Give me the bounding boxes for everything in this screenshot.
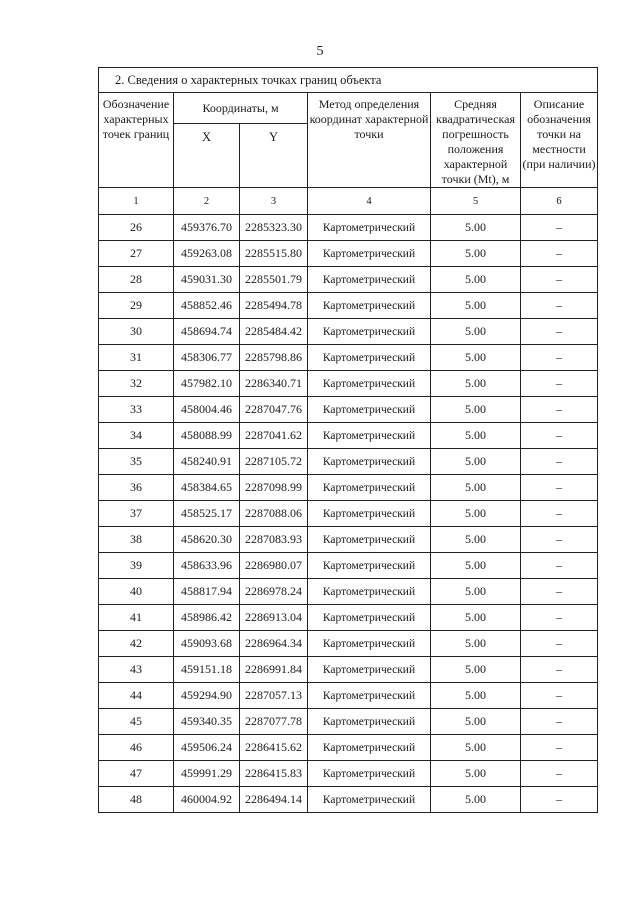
accuracy-cell: 5.00 — [431, 501, 521, 527]
method-cell: Картометрический — [308, 501, 431, 527]
point-number: 38 — [99, 527, 174, 553]
header-description: Описание обозначения точки на местности (при наличии) — [521, 93, 598, 188]
coord-x: 459340.35 — [174, 709, 240, 735]
table-row — [99, 345, 598, 371]
method-cell: Картометрический — [308, 683, 431, 709]
table-row — [99, 475, 598, 501]
table-row — [99, 423, 598, 449]
method-cell: Картометрический — [308, 605, 431, 631]
description-cell: – — [521, 761, 598, 787]
description-cell: – — [521, 423, 598, 449]
header-coordinates: Координаты, м — [174, 93, 308, 124]
table-row — [99, 657, 598, 683]
description-cell: – — [521, 527, 598, 553]
coord-y: 2287057.13 — [240, 683, 308, 709]
column-number: 3 — [240, 188, 308, 215]
method-cell: Картометрический — [308, 423, 431, 449]
method-cell: Картометрический — [308, 241, 431, 267]
coord-x: 458986.42 — [174, 605, 240, 631]
method-cell: Картометрический — [308, 215, 431, 241]
coord-y: 2285515.80 — [240, 241, 308, 267]
column-number: 4 — [308, 188, 431, 215]
description-cell: – — [521, 449, 598, 475]
accuracy-cell: 5.00 — [431, 709, 521, 735]
point-number: 26 — [99, 215, 174, 241]
accuracy-cell: 5.00 — [431, 423, 521, 449]
coord-x: 459093.68 — [174, 631, 240, 657]
coord-y: 2286340.71 — [240, 371, 308, 397]
coord-y: 2285494.78 — [240, 293, 308, 319]
method-cell: Картометрический — [308, 787, 431, 813]
coord-x: 460004.92 — [174, 787, 240, 813]
description-cell: – — [521, 345, 598, 371]
description-cell: – — [521, 241, 598, 267]
accuracy-cell: 5.00 — [431, 761, 521, 787]
table-row — [99, 709, 598, 735]
table-row — [99, 527, 598, 553]
point-number: 39 — [99, 553, 174, 579]
description-cell: – — [521, 501, 598, 527]
coord-y: 2286980.07 — [240, 553, 308, 579]
accuracy-cell: 5.00 — [431, 319, 521, 345]
coord-x: 458384.65 — [174, 475, 240, 501]
description-cell: – — [521, 475, 598, 501]
table-row — [99, 761, 598, 787]
coord-y: 2286913.04 — [240, 605, 308, 631]
point-number: 41 — [99, 605, 174, 631]
point-number: 45 — [99, 709, 174, 735]
description-cell: – — [521, 293, 598, 319]
point-number: 33 — [99, 397, 174, 423]
page-number: 5 — [316, 44, 324, 59]
section-title: 2. Сведения о характерных точках границ объекта — [99, 68, 598, 93]
point-number: 35 — [99, 449, 174, 475]
coord-x: 459991.29 — [174, 761, 240, 787]
description-cell: – — [521, 371, 598, 397]
method-cell: Картометрический — [308, 631, 431, 657]
accuracy-cell: 5.00 — [431, 475, 521, 501]
table-row — [99, 267, 598, 293]
accuracy-cell: 5.00 — [431, 527, 521, 553]
table-row — [99, 397, 598, 423]
accuracy-cell: 5.00 — [431, 657, 521, 683]
point-number: 46 — [99, 735, 174, 761]
table-row — [99, 241, 598, 267]
point-number: 29 — [99, 293, 174, 319]
accuracy-cell: 5.00 — [431, 631, 521, 657]
accuracy-cell: 5.00 — [431, 683, 521, 709]
accuracy-cell: 5.00 — [431, 267, 521, 293]
coord-y: 2287098.99 — [240, 475, 308, 501]
accuracy-cell: 5.00 — [431, 787, 521, 813]
method-cell: Картометрический — [308, 345, 431, 371]
table-row — [99, 501, 598, 527]
method-cell: Картометрический — [308, 397, 431, 423]
coord-x: 459031.30 — [174, 267, 240, 293]
coord-y: 2287041.62 — [240, 423, 308, 449]
header-method: Метод определения координат характерной точки — [308, 93, 431, 188]
table-row — [99, 683, 598, 709]
accuracy-cell: 5.00 — [431, 579, 521, 605]
description-cell: – — [521, 215, 598, 241]
table-row — [99, 293, 598, 319]
accuracy-cell: 5.00 — [431, 241, 521, 267]
coord-x: 458240.91 — [174, 449, 240, 475]
description-cell: – — [521, 397, 598, 423]
accuracy-cell: 5.00 — [431, 397, 521, 423]
description-cell: – — [521, 657, 598, 683]
boundary-points-table — [98, 67, 598, 813]
method-cell: Картометрический — [308, 657, 431, 683]
coord-x: 459506.24 — [174, 735, 240, 761]
point-number: 30 — [99, 319, 174, 345]
coord-x: 457982.10 — [174, 371, 240, 397]
table-row — [99, 553, 598, 579]
coord-x: 458817.94 — [174, 579, 240, 605]
coord-y: 2287083.93 — [240, 527, 308, 553]
header-x: X — [174, 124, 240, 188]
method-cell: Картометрический — [308, 735, 431, 761]
table-row — [99, 735, 598, 761]
method-cell: Картометрический — [308, 709, 431, 735]
description-cell: – — [521, 553, 598, 579]
point-number: 32 — [99, 371, 174, 397]
method-cell: Картометрический — [308, 449, 431, 475]
description-cell: – — [521, 631, 598, 657]
accuracy-cell: 5.00 — [431, 293, 521, 319]
coord-y: 2286415.62 — [240, 735, 308, 761]
accuracy-cell: 5.00 — [431, 605, 521, 631]
accuracy-cell: 5.00 — [431, 345, 521, 371]
column-number: 5 — [431, 188, 521, 215]
column-number-row — [99, 188, 598, 215]
method-cell: Картометрический — [308, 527, 431, 553]
coord-y: 2287088.06 — [240, 501, 308, 527]
coord-x: 459376.70 — [174, 215, 240, 241]
accuracy-cell: 5.00 — [431, 215, 521, 241]
coord-y: 2286494.14 — [240, 787, 308, 813]
coord-x: 459263.08 — [174, 241, 240, 267]
method-cell: Картометрический — [308, 475, 431, 501]
coord-y: 2286978.24 — [240, 579, 308, 605]
point-number: 43 — [99, 657, 174, 683]
method-cell: Картометрический — [308, 371, 431, 397]
description-cell: – — [521, 787, 598, 813]
description-cell: – — [521, 683, 598, 709]
coord-y: 2285501.79 — [240, 267, 308, 293]
table-row — [99, 319, 598, 345]
point-number: 47 — [99, 761, 174, 787]
column-number: 2 — [174, 188, 240, 215]
point-number: 48 — [99, 787, 174, 813]
coord-x: 459294.90 — [174, 683, 240, 709]
point-number: 34 — [99, 423, 174, 449]
accuracy-cell: 5.00 — [431, 449, 521, 475]
method-cell: Картометрический — [308, 553, 431, 579]
accuracy-cell: 5.00 — [431, 553, 521, 579]
description-cell: – — [521, 267, 598, 293]
column-number: 6 — [521, 188, 598, 215]
point-number: 36 — [99, 475, 174, 501]
coord-x: 458004.46 — [174, 397, 240, 423]
method-cell: Картометрический — [308, 579, 431, 605]
table-row — [99, 579, 598, 605]
accuracy-cell: 5.00 — [431, 371, 521, 397]
table-row — [99, 631, 598, 657]
coord-x: 458088.99 — [174, 423, 240, 449]
description-cell: – — [521, 319, 598, 345]
point-number: 37 — [99, 501, 174, 527]
point-number: 40 — [99, 579, 174, 605]
table-row — [99, 605, 598, 631]
header-point-designation: Обозначение характерных точек границ — [99, 93, 174, 188]
coord-y: 2287077.78 — [240, 709, 308, 735]
point-number: 42 — [99, 631, 174, 657]
table-row — [99, 215, 598, 241]
coord-y: 2285484.42 — [240, 319, 308, 345]
point-number: 44 — [99, 683, 174, 709]
description-cell: – — [521, 709, 598, 735]
header-accuracy: Средняя квадратическая погрешность положения характерной точки (Mt), м — [431, 93, 521, 188]
coord-y: 2287105.72 — [240, 449, 308, 475]
description-cell: – — [521, 735, 598, 761]
coord-y: 2286964.34 — [240, 631, 308, 657]
coord-x: 458306.77 — [174, 345, 240, 371]
point-number: 31 — [99, 345, 174, 371]
table-row — [99, 787, 598, 813]
description-cell: – — [521, 579, 598, 605]
accuracy-cell: 5.00 — [431, 735, 521, 761]
coord-y: 2286991.84 — [240, 657, 308, 683]
coord-y: 2285323.30 — [240, 215, 308, 241]
coord-y: 2286415.83 — [240, 761, 308, 787]
coord-x: 458525.17 — [174, 501, 240, 527]
column-number: 1 — [99, 188, 174, 215]
coord-x: 458633.96 — [174, 553, 240, 579]
coord-x: 458620.30 — [174, 527, 240, 553]
table-row — [99, 371, 598, 397]
coord-x: 459151.18 — [174, 657, 240, 683]
method-cell: Картометрический — [308, 761, 431, 787]
coord-y: 2285798.86 — [240, 345, 308, 371]
method-cell: Картометрический — [308, 293, 431, 319]
method-cell: Картометрический — [308, 267, 431, 293]
point-number: 27 — [99, 241, 174, 267]
header-y: Y — [240, 124, 308, 188]
description-cell: – — [521, 605, 598, 631]
point-number: 28 — [99, 267, 174, 293]
coord-y: 2287047.76 — [240, 397, 308, 423]
table-row — [99, 449, 598, 475]
coord-x: 458694.74 — [174, 319, 240, 345]
coord-x: 458852.46 — [174, 293, 240, 319]
method-cell: Картометрический — [308, 319, 431, 345]
